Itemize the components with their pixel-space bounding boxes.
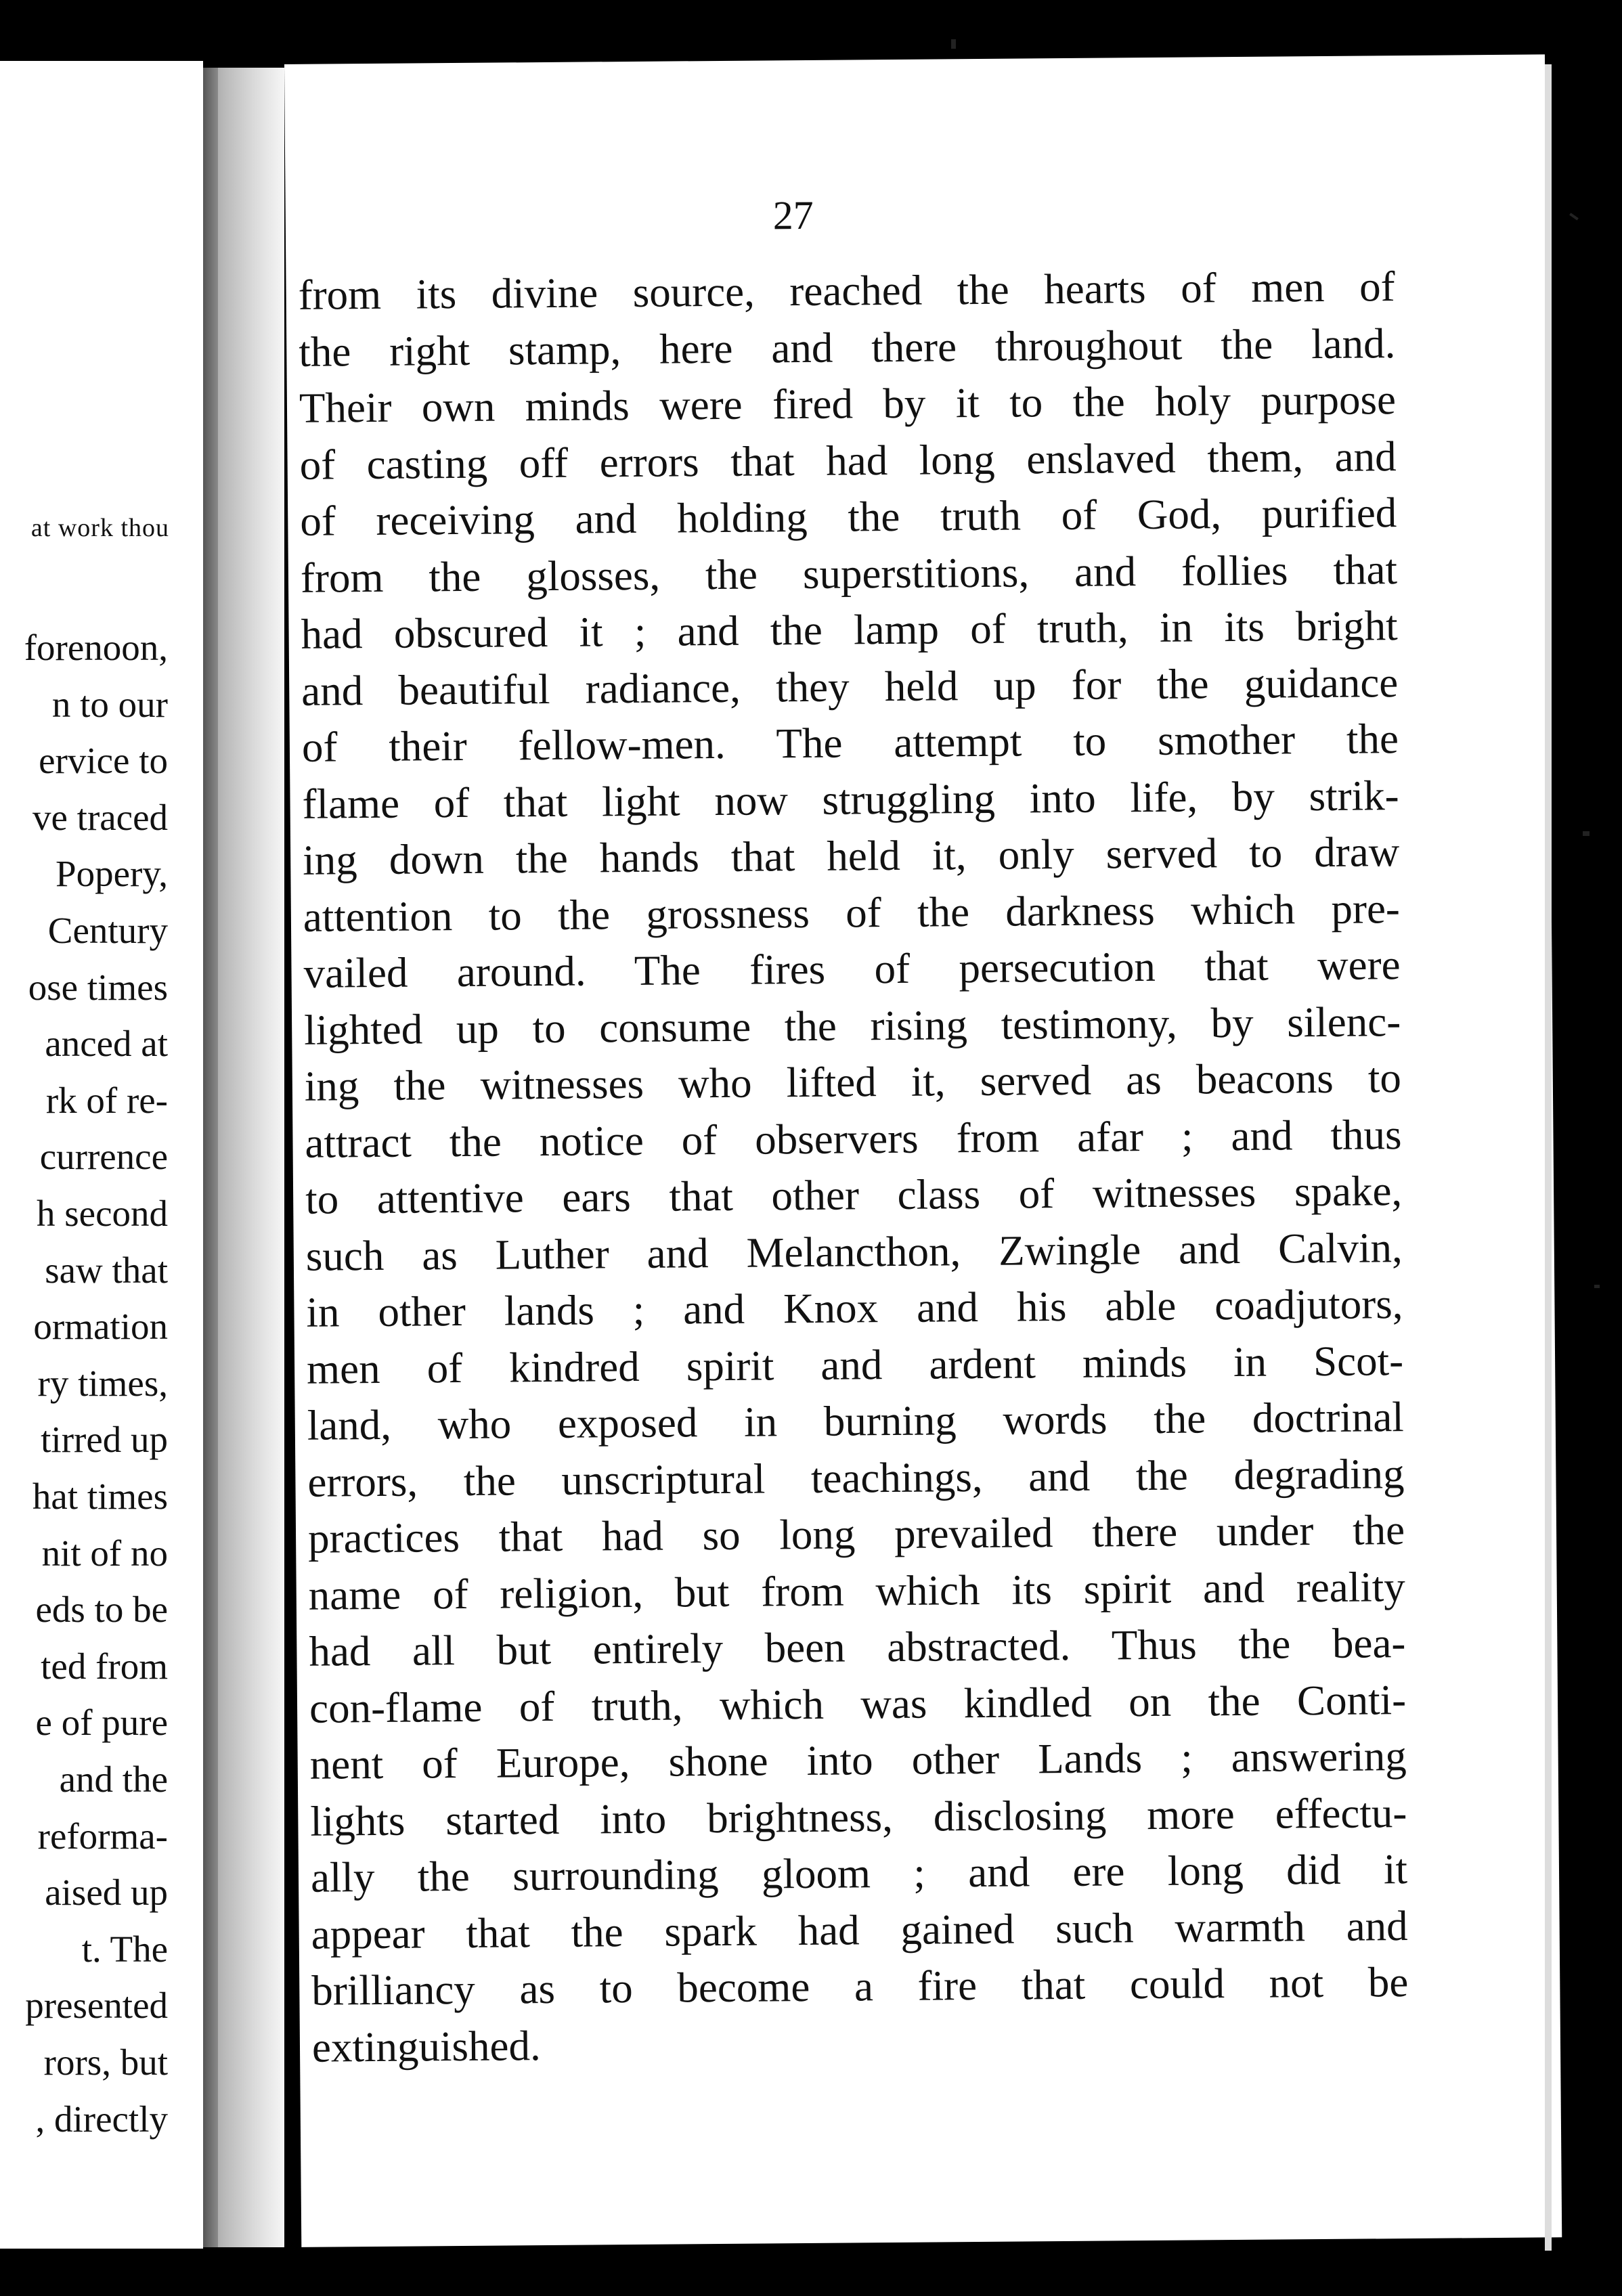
body-text-line: had all but entirely been abstracted. Thus the bea- bbox=[309, 1619, 1406, 1675]
left-page-fragment bbox=[0, 61, 203, 2249]
left-page-line: ervice to bbox=[39, 740, 168, 782]
left-page-line: and the bbox=[59, 1759, 168, 1800]
body-text-line: ing down the hands that held it, only served to draw bbox=[302, 828, 1400, 884]
body-text-line: men of kindred spirit and ardent minds in Scot- bbox=[306, 1336, 1404, 1393]
body-text-line: of casting off errors that had long enslaved them, and bbox=[299, 432, 1397, 489]
left-page-line: anced at bbox=[45, 1023, 168, 1065]
body-text-line: attention to the grossness of the darkness which pre- bbox=[303, 884, 1401, 941]
left-page-line: e of pure bbox=[35, 1702, 168, 1744]
body-text-line: of receiving and holding the truth of God, purified bbox=[300, 489, 1397, 545]
body-text-line: errors, the unscriptural teachings, and the degrading bbox=[307, 1449, 1405, 1506]
scan-speck bbox=[1594, 1285, 1600, 1288]
left-page-line: rk of re- bbox=[45, 1079, 168, 1121]
body-text-line: the right stamp, here and there throughout the land. bbox=[299, 319, 1396, 376]
body-text-line: practices that had so long prevailed there under the bbox=[307, 1506, 1405, 1562]
body-text-line: attract the notice of observers from afar ; and thus bbox=[305, 1110, 1402, 1167]
left-page-line: reforma- bbox=[37, 1815, 168, 1857]
left-page-line: n to our bbox=[51, 683, 168, 725]
left-page-line: nit of no bbox=[41, 1532, 168, 1574]
body-text-line: appear that the spark had gained such warmth and bbox=[311, 1901, 1408, 1958]
body-text-line: lighted up to consume the rising testimony, by silenc- bbox=[303, 997, 1401, 1054]
body-text-line: flame of that light now struggling into life, by strik- bbox=[302, 771, 1399, 828]
left-page-line: eds to be bbox=[35, 1589, 168, 1631]
body-text-line: ally the surrounding gloom ; and ere long did it bbox=[310, 1845, 1408, 1901]
body-text-line: vailed around. The fires of persecution that were bbox=[303, 941, 1401, 997]
left-page-line: forenoon, bbox=[24, 627, 168, 668]
left-page-line: hat times bbox=[32, 1476, 168, 1517]
body-text-line: ing the witnesses who lifted it, served as beacons to bbox=[304, 1054, 1402, 1110]
left-page-line: tirred up bbox=[41, 1419, 168, 1461]
left-page-line: Century bbox=[47, 910, 168, 951]
book-spine-shadow bbox=[203, 68, 218, 2247]
page-body-text bbox=[298, 259, 1409, 2076]
body-text-line: of their fellow-men. The attempt to smother the bbox=[301, 715, 1399, 771]
body-text-line: had obscured it ; and the lamp of truth, in its bright bbox=[301, 602, 1398, 658]
left-page-line: currence bbox=[39, 1136, 168, 1178]
body-text-line: extinguished. bbox=[311, 2021, 541, 2071]
left-page-line: t. The bbox=[81, 1928, 168, 1970]
right-page bbox=[284, 54, 1562, 2247]
left-page-line: ry times, bbox=[37, 1362, 168, 1404]
body-text-line: brilliancy as to become a fire that could not be bbox=[311, 1958, 1409, 2014]
body-text-line: nent of Europe, shone into other Lands ; answering bbox=[309, 1732, 1407, 1788]
body-text-line: Their own minds were fired by it to the holy purpose bbox=[299, 376, 1397, 432]
page-number: 27 bbox=[772, 192, 814, 238]
body-text-line: con-flame of truth, which was kindled on the Conti- bbox=[309, 1675, 1407, 1732]
scan-speck bbox=[1569, 213, 1579, 220]
left-page-line: aised up bbox=[45, 1872, 168, 1914]
body-text-line: from its divine source, reached the hearts of men of bbox=[298, 263, 1395, 319]
body-text-line: land, who exposed in burning words the doctrinal bbox=[307, 1393, 1405, 1449]
scan-speck bbox=[1583, 831, 1590, 836]
scan-speck bbox=[951, 39, 956, 49]
body-text-line: name of religion, but from which its spirit and reality bbox=[308, 1562, 1405, 1619]
body-text-line: from the glosses, the superstitions, and follies that bbox=[300, 545, 1398, 602]
left-page-line: ose times bbox=[28, 966, 168, 1008]
left-page-line: h second bbox=[37, 1193, 168, 1234]
left-page-line: ted from bbox=[41, 1645, 168, 1687]
body-text-line: such as Luther and Melancthon, Zwingle and Calvin, bbox=[305, 1223, 1403, 1280]
left-page-line: ve traced bbox=[32, 796, 168, 838]
left-page-line: presented bbox=[25, 1985, 168, 2027]
body-text-line: and beautiful radiance, they held up for the guidance bbox=[301, 658, 1399, 715]
left-page-header-fragment: at work thou bbox=[30, 514, 169, 542]
body-text-line: lights started into brightness, disclosing more effectu- bbox=[310, 1788, 1407, 1845]
body-text-line: in other lands ; and Knox and his able coadjutors, bbox=[306, 1280, 1403, 1336]
left-page-line: , directly bbox=[35, 2098, 168, 2140]
page-edge bbox=[1545, 64, 1552, 2251]
left-page-line: ormation bbox=[33, 1306, 168, 1348]
left-page-line: saw that bbox=[45, 1249, 168, 1291]
left-page-line: Popery, bbox=[56, 853, 168, 895]
body-text-line: to attentive ears that other class of witnesses spake, bbox=[305, 1167, 1403, 1223]
left-page-line: rors, but bbox=[43, 2041, 168, 2083]
